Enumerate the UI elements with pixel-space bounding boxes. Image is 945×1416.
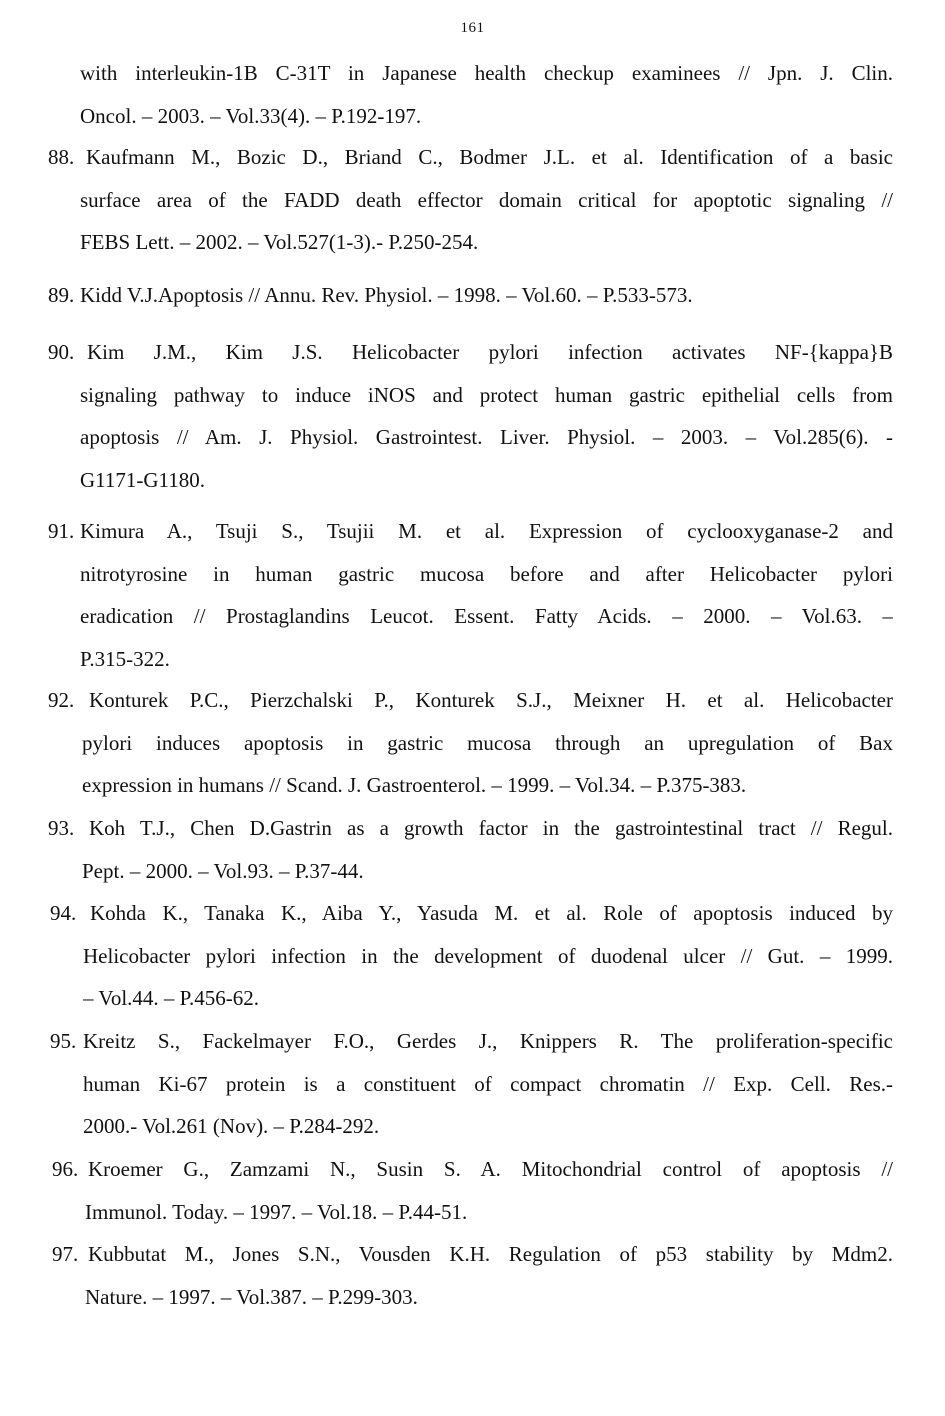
reference-line: Pept. – 2000. – Vol.93. – P.37-44. <box>82 858 364 883</box>
reference-entry <box>0 1233 945 1318</box>
reference-line: Kimura A., Tsuji S., Tsujii M. et al. Expression of cyclooxyganase-2 and <box>80 519 893 543</box>
reference-entry <box>0 510 945 680</box>
reference-entry <box>0 136 945 264</box>
reference-line: – Vol.44. – P.456-62. <box>83 986 260 1010</box>
reference-line: Kim J.M., Kim J.S. Helicobacter pylori infection activates NF-{kappa}B <box>87 340 893 364</box>
reference-line: Immunol. Today. – 1997. – Vol.18. – P.44-51. <box>85 1199 468 1224</box>
reference-entry <box>0 807 945 892</box>
reference-line: Nature. – 1997. – Vol.387. – P.299-303. <box>85 1284 418 1309</box>
reference-line: Kidd V.J.Apoptosis // Annu. Rev. Physiol. – 1998. – Vol.60. – P.533-573. <box>80 283 693 307</box>
reference-entry <box>0 1020 945 1148</box>
reference-entry <box>0 52 945 137</box>
reference-number: 95. <box>50 1029 77 1053</box>
reference-line: Helicobacter pylori infection in the development of duodenal ulcer // Gut. – 1999. <box>83 943 893 968</box>
reference-line: G1171-G1180. <box>80 467 206 492</box>
reference-line: human Ki-67 protein is a constituent of compact chromatin // Exp. Cell. Res.- <box>83 1071 893 1096</box>
reference-line: Kohda K., Tanaka K., Aiba Y., Yasuda M. et al. Role of apoptosis induced by <box>90 901 893 925</box>
reference-number: 93. <box>48 816 75 840</box>
reference-line: surface area of the FADD death effector domain critical for apoptotic signaling // <box>80 187 893 212</box>
reference-line: pylori induces apoptosis in gastric mucosa through an upregulation of Bax <box>82 730 893 755</box>
reference-entry <box>0 892 945 1020</box>
reference-line: P.315-322. <box>80 646 170 671</box>
reference-entry <box>0 331 945 501</box>
reference-line: with interleukin-1B C-31T in Japanese health checkup examinees // Jpn. J. Clin. <box>80 61 893 85</box>
reference-number: 88. <box>48 145 75 169</box>
reference-number: 96. <box>52 1157 79 1181</box>
reference-line: Oncol. – 2003. – Vol.33(4). – P.192-197. <box>80 103 422 128</box>
reference-number: 97. <box>52 1242 79 1266</box>
reference-number: 91. <box>48 519 75 543</box>
reference-line: expression in humans // Scand. J. Gastroenterol. – 1999. – Vol.34. – P.375-383. <box>82 773 747 797</box>
reference-line: Koh T.J., Chen D.Gastrin as a growth factor in the gastrointestinal tract // Regul. <box>89 816 893 840</box>
reference-entry <box>0 274 945 317</box>
reference-number: 89. <box>48 283 75 307</box>
reference-number: 94. <box>50 901 77 925</box>
reference-line: signaling pathway to induce iNOS and protect human gastric epithelial cells from <box>80 382 893 407</box>
reference-entry <box>0 679 945 807</box>
reference-line: Konturek P.C., Pierzchalski P., Konturek S.J., Meixner H. et al. Helicobacter <box>89 688 893 712</box>
reference-line: Kaufmann M., Bozic D., Briand C., Bodmer J.L. et al. Identification of a basic <box>86 145 893 169</box>
reference-line: Kubbutat M., Jones S.N., Vousden K.H. Regulation of p53 stability by Mdm2. <box>88 1242 893 1266</box>
reference-line: nitrotyrosine in human gastric mucosa before and after Helicobacter pylori <box>80 561 893 586</box>
reference-number: 90. <box>48 340 75 364</box>
reference-line: apoptosis // Am. J. Physiol. Gastrointest. Liver. Physiol. – 2003. – Vol.285(6). - <box>80 425 893 449</box>
reference-line: 2000.- Vol.261 (Nov). – P.284-292. <box>83 1114 380 1138</box>
reference-line: Kroemer G., Zamzami N., Susin S. A. Mitochondrial control of apoptosis // <box>88 1157 893 1181</box>
reference-line: eradication // Prostaglandins Leucot. Essent. Fatty Acids. – 2000. – Vol.63. – <box>80 604 893 628</box>
page-number: 161 <box>460 20 485 36</box>
reference-number: 92. <box>48 688 75 712</box>
reference-line: FEBS Lett. – 2002. – Vol.527(1-3).- P.250-254. <box>80 230 479 254</box>
reference-line: Kreitz S., Fackelmayer F.O., Gerdes J., Knippers R. The proliferation-specific <box>83 1029 893 1053</box>
reference-entry <box>0 1148 945 1233</box>
